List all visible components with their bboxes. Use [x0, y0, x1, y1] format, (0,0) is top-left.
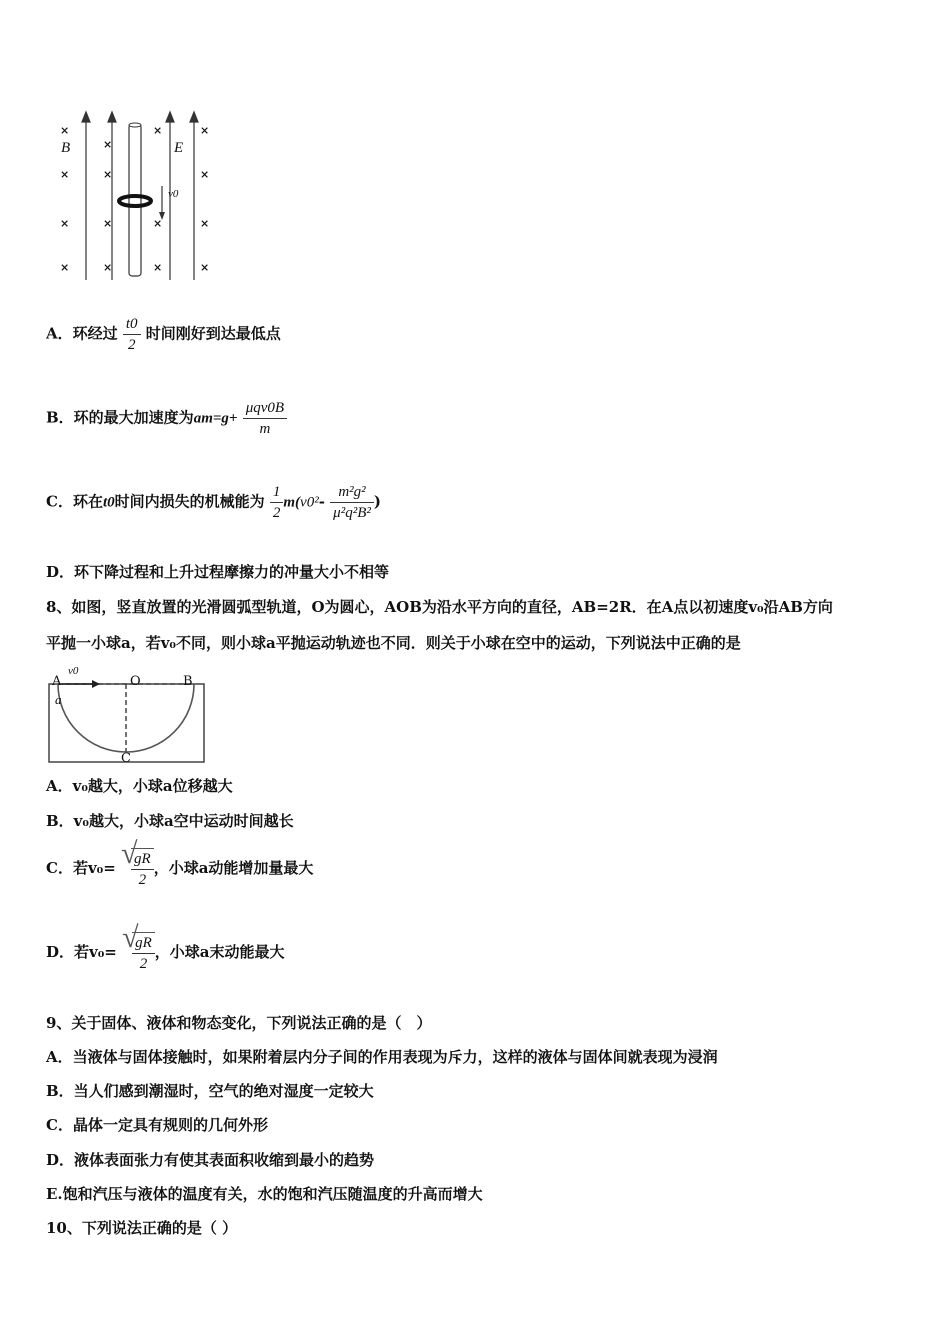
ring-rod-field-figure: [52, 108, 222, 283]
q9-option-c: C．晶体一定具有规则的几何外形: [46, 1116, 268, 1134]
label-ball-a: a: [55, 692, 62, 707]
velocity-arrow-icon: [92, 680, 100, 688]
fraction: $\frac{\text{m²g²}}{\text{μ²q²B²}}$: [330, 482, 374, 523]
field-arrow-icon: [82, 112, 90, 122]
magnetic-cross-icon: ×: [153, 261, 163, 274]
q9-stem: 9、关于固体、液体和物态变化，下列说法正确的是（ ）: [46, 1014, 432, 1032]
fraction: $\frac{\text{μqv0B}}{m}$: [243, 398, 287, 439]
label-E: E: [174, 140, 184, 156]
q9-option-e: E.饱和汽压与液体的温度有关，水的饱和汽压随温度的升高而增大: [46, 1185, 483, 1203]
fraction: $\frac{1}{2}$: [270, 482, 284, 523]
magnetic-cross-icon: ×: [60, 261, 70, 274]
q8-option-a: A．v₀越大，小球a位移越大: [46, 777, 233, 795]
label-point-A: A: [52, 674, 62, 689]
sqrt: √ $\frac{gR}{2}$: [121, 848, 154, 890]
fraction: $\frac{t0}{2}$: [123, 314, 141, 355]
label-point-O: O: [130, 674, 141, 689]
q8-option-c: C．若v₀= √ $\frac{gR}{2}$ ，小球a动能增加量最大: [46, 837, 314, 888]
sqrt: √ $\frac{gR}{2}$: [122, 932, 155, 974]
q8-option-d: D．若v₀= √ $\frac{gR}{2}$ ，小球a末动能最大: [46, 921, 285, 972]
field-arrow-icon: [166, 112, 174, 122]
q8-option-b: B．v₀越大，小球a空中运动时间越长: [46, 812, 294, 830]
magnetic-cross-icon: ×: [103, 138, 113, 151]
label-point-B: B: [183, 674, 193, 689]
q9-option-b: B．当人们感到潮湿时，空气的绝对湿度一定较大: [46, 1082, 374, 1100]
q10-stem: 10、下列说法正确的是（ ）: [46, 1219, 238, 1237]
magnetic-cross-icon: ×: [60, 124, 70, 137]
q7-option-c: C．环在t0时间内损失的机械能为 $\frac{1}{2}$ m(v0²- $\frac{\text{m²g²}}{\text{μ²q²B²}}$ ): [46, 484, 381, 521]
q9-option-d: D．液体表面张力有使其表面积收缩到最小的趋势: [46, 1151, 375, 1169]
magnetic-cross-icon: ×: [200, 124, 210, 137]
magnetic-cross-icon: ×: [153, 124, 163, 137]
field-arrow-icon: [190, 112, 198, 122]
q7-option-d: D．环下降过程和上升过程摩擦力的冲量大小不相等: [46, 563, 390, 581]
magnetic-cross-icon: ×: [60, 168, 70, 181]
label-v0: v0: [168, 188, 179, 200]
label-B: B: [61, 140, 71, 156]
label-point-C: C: [121, 751, 131, 766]
magnetic-cross-icon: ×: [103, 168, 113, 181]
q7-option-b: B．环的最大加速度为am=g+ $\frac{\text{μqv0B}}{m}$: [46, 398, 287, 439]
vertical-rod: [129, 124, 141, 276]
q9-option-a: A．当液体与固体接触时，如果附着层内分子间的作用表现为斥力，这样的液体与固体间就表现为浸润: [46, 1048, 718, 1066]
rod-top: [129, 123, 141, 127]
magnetic-cross-icon: ×: [103, 217, 113, 230]
field-arrow-icon: [108, 112, 116, 122]
q8-stem-line1: 8、如图，竖直放置的光滑圆弧型轨道，O为圆心，AOB为沿水平方向的直径，AB=2R．在A点以初速度v₀沿AB方向: [46, 598, 833, 616]
magnetic-cross-icon: ×: [200, 168, 210, 181]
magnetic-cross-icon: ×: [200, 217, 210, 230]
magnetic-cross-icon: ×: [60, 217, 70, 230]
q8-stem-line2: 平抛一小球a，若v₀不同，则小球a平抛运动轨迹也不同．则关于小球在空中的运动，下列说法中正确的是: [46, 634, 741, 652]
magnetic-cross-icon: ×: [200, 261, 210, 274]
magnetic-cross-icon: ×: [103, 261, 113, 274]
label-v0: v0: [68, 665, 79, 677]
q7-option-a: A．环经过 $\frac{t0}{2}$ 时间刚好到达最低点: [46, 316, 281, 353]
magnetic-cross-icon: ×: [153, 217, 163, 230]
